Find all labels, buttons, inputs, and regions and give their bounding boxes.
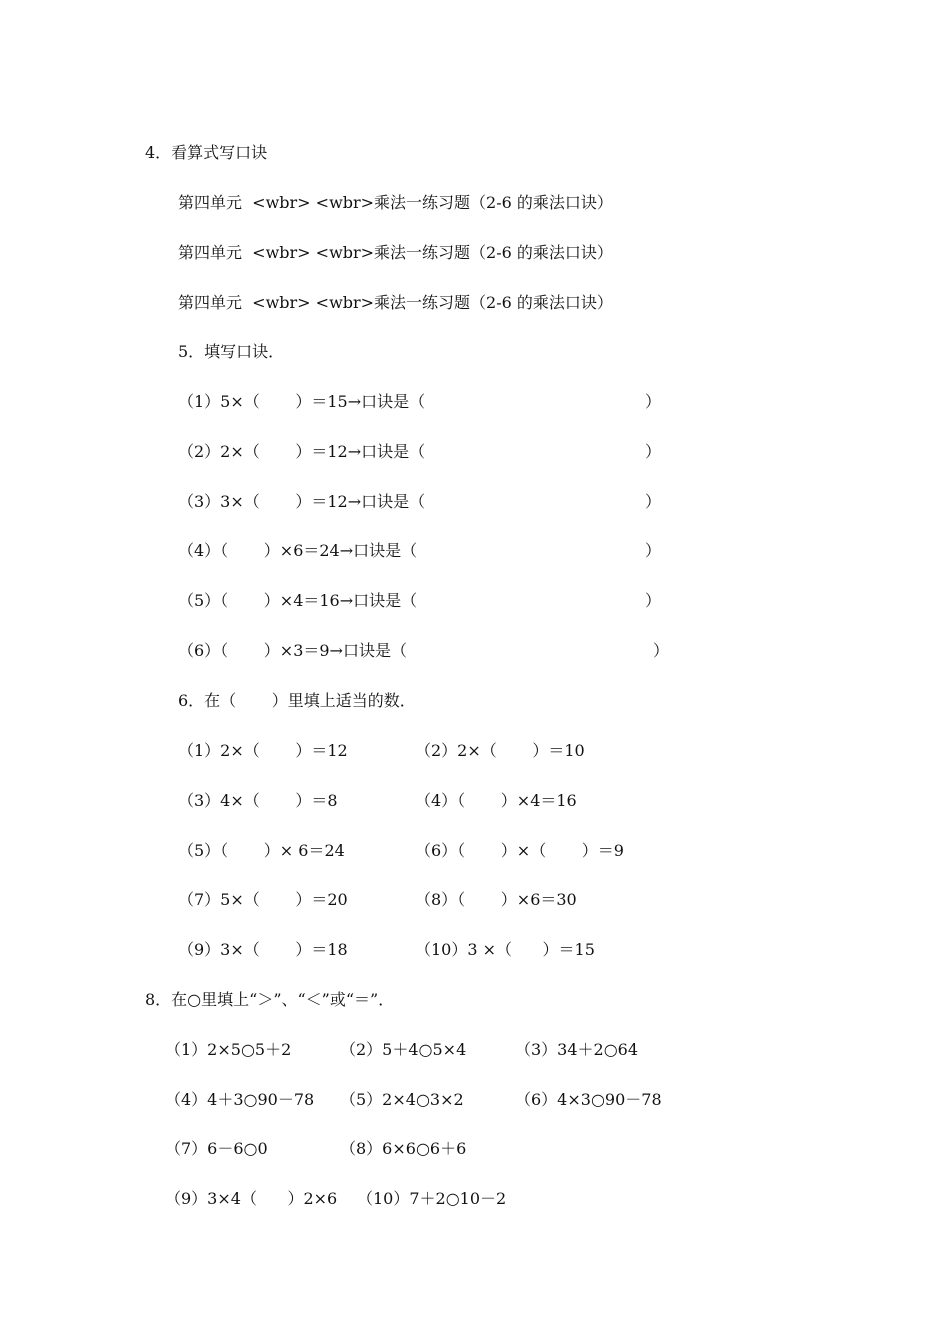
q6-item: （8）（ ）×6＝30 bbox=[415, 890, 577, 909]
q6-item: （3）4×（ ）＝8 bbox=[178, 791, 338, 810]
q8-item: （1）2×5○5＋2 bbox=[165, 1040, 292, 1059]
q5-item: （1）5×（ ）＝15→口诀是（ bbox=[178, 392, 426, 411]
q5-item: （5）（ ）×4＝16→口诀是（ bbox=[178, 591, 418, 610]
q8-item: （10）7＋2○10－2 bbox=[357, 1189, 507, 1208]
q8-item: （4）4＋3○90－78 bbox=[165, 1090, 315, 1109]
q5-item-close: ） bbox=[653, 641, 670, 660]
q8-item: （5）2×4○3×2 bbox=[340, 1090, 464, 1109]
q6-item: （4）（ ）×4＝16 bbox=[415, 791, 577, 810]
q5-item: （3）3×（ ）＝12→口诀是（ bbox=[178, 492, 426, 511]
q5-item: （2）2×（ ）＝12→口诀是（ bbox=[178, 442, 426, 461]
q8-item: （2）5＋4○5×4 bbox=[340, 1040, 467, 1059]
q8-item: （3）34＋2○64 bbox=[515, 1040, 639, 1059]
q5-heading: 5．填写口诀． bbox=[178, 342, 285, 361]
q8-item: （9）3×4（ ）2×6 bbox=[165, 1189, 338, 1208]
q8-item: （6）4×3○90－78 bbox=[515, 1090, 662, 1109]
q6-heading: 6．在（ ）里填上适当的数． bbox=[178, 691, 416, 710]
q4-heading: 4．看算式写口诀 bbox=[145, 143, 268, 162]
q4-line: 第四单元 <wbr> <wbr>乘法一练习题（2-6 的乘法口诀） bbox=[178, 193, 613, 212]
q5-item: （4）（ ）×6＝24→口诀是（ bbox=[178, 541, 418, 560]
q6-item: （2）2×（ ）＝10 bbox=[415, 741, 585, 760]
q6-item: （9）3×（ ）＝18 bbox=[178, 940, 348, 959]
q5-item-close: ） bbox=[645, 492, 662, 511]
q4-line: 第四单元 <wbr> <wbr>乘法一练习题（2-6 的乘法口诀） bbox=[178, 293, 613, 312]
q6-item: （6）（ ）×（ ）＝9 bbox=[415, 841, 624, 860]
q5-item-close: ） bbox=[645, 392, 662, 411]
q8-item: （8）6×6○6＋6 bbox=[340, 1139, 467, 1158]
q5-item-close: ） bbox=[645, 442, 662, 461]
q8-heading: 8．在○里填上“＞”、“＜”或“＝”． bbox=[145, 990, 395, 1009]
q6-item: （7）5×（ ）＝20 bbox=[178, 890, 348, 909]
q5-item-close: ） bbox=[645, 541, 662, 560]
q4-line: 第四单元 <wbr> <wbr>乘法一练习题（2-6 的乘法口诀） bbox=[178, 243, 613, 262]
q5-item-close: ） bbox=[645, 591, 662, 610]
q6-item: （5）（ ）× 6＝24 bbox=[178, 841, 345, 860]
q5-item: （6）（ ）×3＝9→口诀是（ bbox=[178, 641, 407, 660]
q6-item: （1）2×（ ）＝12 bbox=[178, 741, 348, 760]
q6-item: （10）3 ×（ ）＝15 bbox=[415, 940, 595, 959]
q8-item: （7）6－6○0 bbox=[165, 1139, 268, 1158]
